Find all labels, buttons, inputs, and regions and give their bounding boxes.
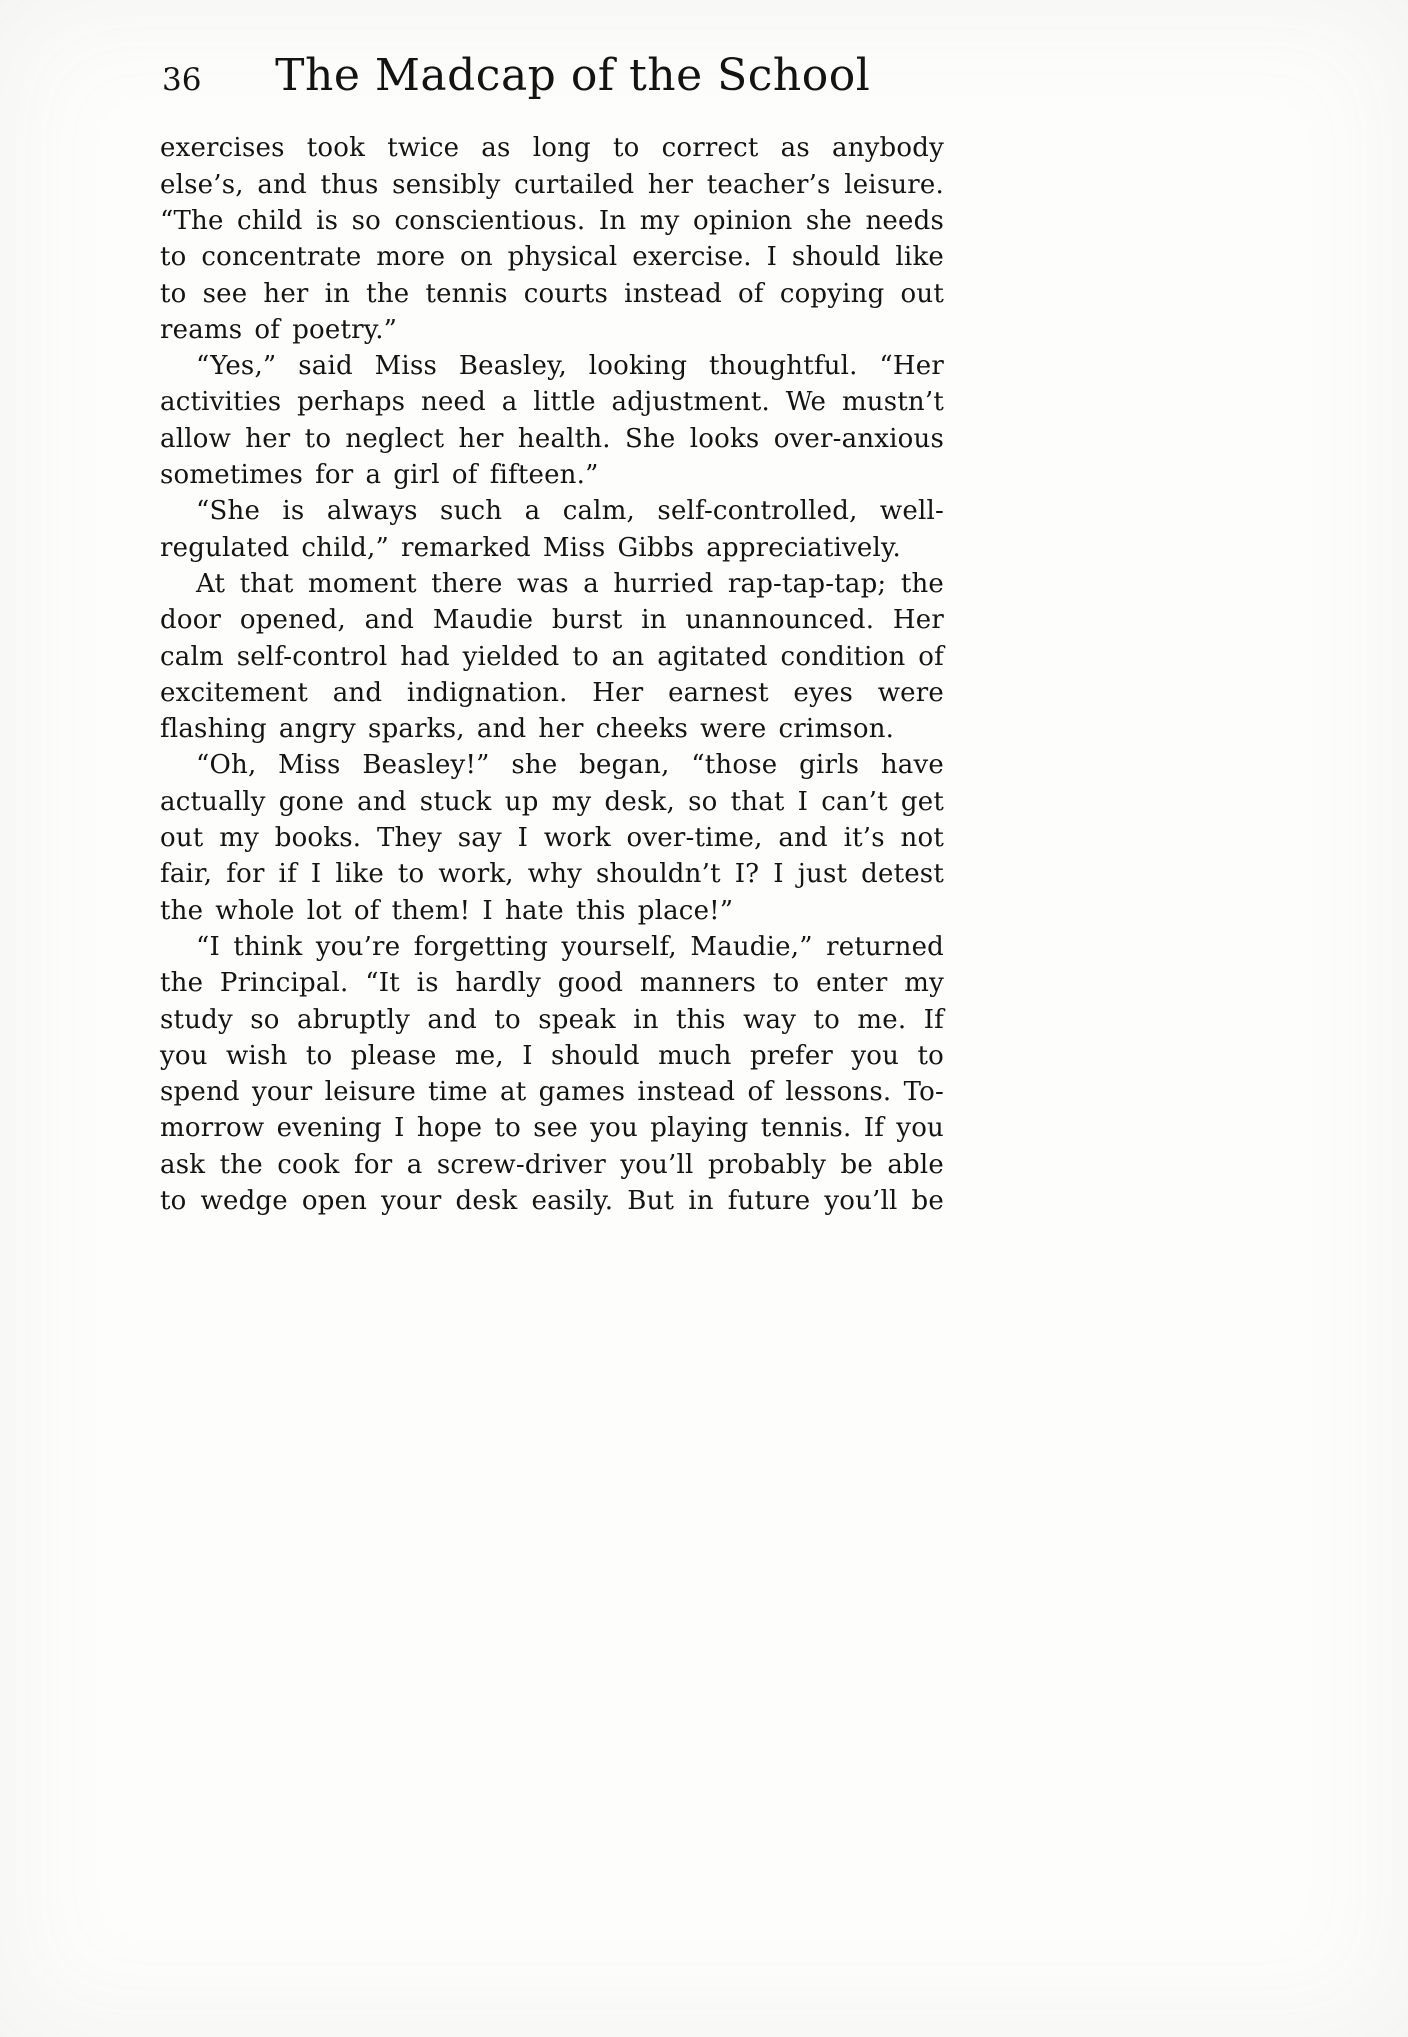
paragraph-5: “Oh, Miss Beasley!” she began, “those girls have actually gone and stuck up my desk, so that I can’t get out my books. They say I work over-time, and it’s not fair, for if I like to work, why shouldn’t I? I just detest the whole lot of them! I hate this place!”: [160, 750, 944, 926]
body-text: [160, 130, 944, 1219]
paragraph-4: At that moment there was a hurried rap-tap-tap; the door opened, and Maudie burst in unannounced. Her calm self-control had yielded to an agitated condition of excitement and indignation. Her earnest eyes were flashing angry sparks, and her cheeks were crimson.: [160, 568, 944, 745]
paragraph-2: “Yes,” said Miss Beasley, looking thoughtful. “Her activities perhaps need a little adjustment. We mustn’t allow her to neglect her health. She looks over-anxious sometimes for a girl of fifteen.”: [160, 351, 944, 491]
page-number: 36: [162, 62, 202, 98]
paragraph-1: exercises took twice as long to correct as anybody else’s, and thus sensibly curtailed her teacher’s leisure. “The child is so conscientious. In my opinion she needs to concentrate more on physical exercise. I should like to see her in the tennis courts instead of copying out reams of poetry.”: [160, 133, 944, 345]
paragraph-3: “She is always such a calm, self-controlled, well-regulated child,” remarked Miss Gibbs appreciatively.: [160, 496, 944, 563]
text-block: [160, 52, 944, 1219]
page-header: [160, 52, 944, 100]
page-title: The Madcap of the School: [275, 50, 871, 101]
paragraph-6: “I think you’re forgetting yourself, Maudie,” returned the Principal. “It is hardly good manners to enter my study so abruptly and to speak in this way to me. If you wish to please me, I should much prefer you to spend your leisure time at games instead of lessons. To-morrow evening I hope to see you playing tennis. If you ask the cook for a screw-driver you’ll probably be able to wedge open your desk easily. But in future you’ll be: [160, 931, 944, 1216]
